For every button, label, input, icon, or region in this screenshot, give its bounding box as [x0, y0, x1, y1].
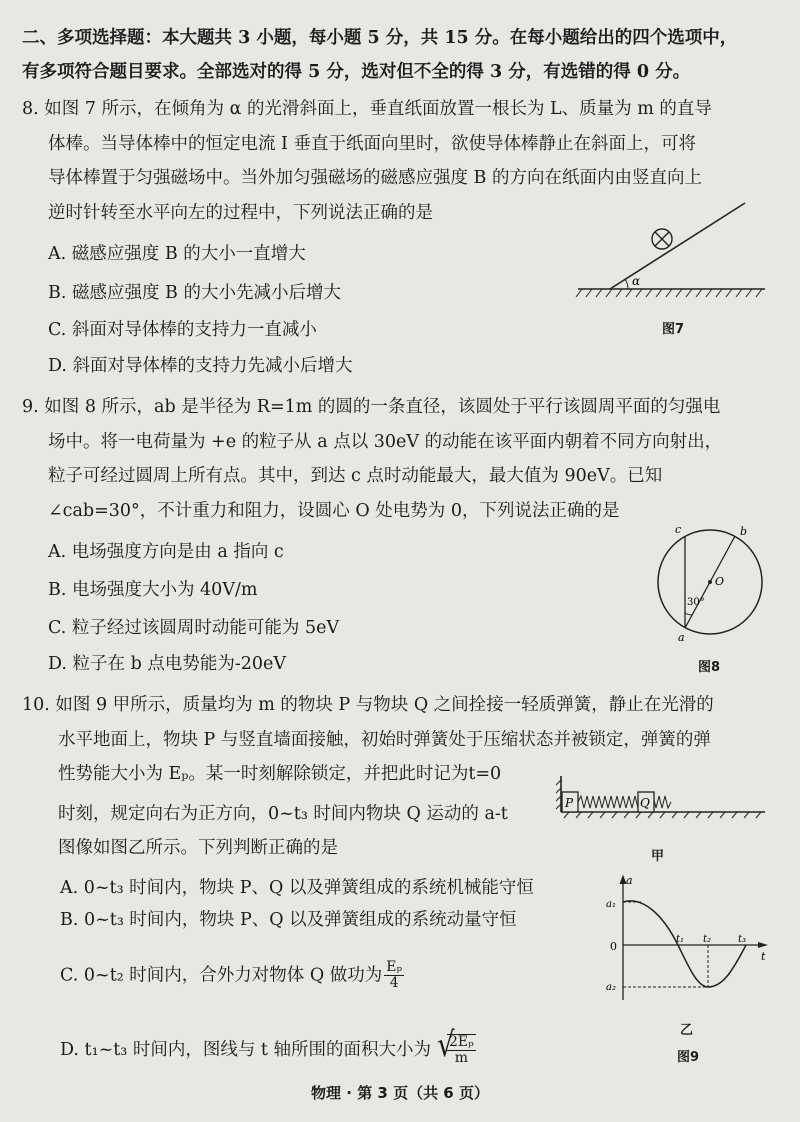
section-heading-line1: 二、多项选择题：本大题共 3 小题，每小题 5 分，共 15 分。在每小题给出的四个选项中， — [22, 28, 738, 48]
circle-field-diagram — [645, 525, 775, 645]
q10-stem-line4: 时刻，规定向右为正方向，0~t₃ 时间内物块 Q 运动的 a-t — [58, 804, 508, 824]
q9-option-b: B. 电场强度大小为 40V/m — [48, 580, 258, 600]
angle-30-label: 30° — [687, 597, 705, 608]
q10-stem-line1: 10. 如图 9 甲所示，质量均为 m 的物块 P 与物块 Q 之间拴接一轻质弹簧，静止在光滑的 — [22, 695, 714, 715]
graph-a-label: a — [626, 874, 633, 887]
q10-stem-line5: 图像如图乙所示。下列判断正确的是 — [58, 838, 338, 858]
q9-stem-line4: ∠cab=30°，不计重力和阻力，设圆心 O 处电势为 0，下列说法正确的是 — [48, 501, 620, 521]
spring-blocks-diagram — [555, 770, 770, 830]
acceleration-curve — [623, 901, 746, 987]
q9-option-d: D. 粒子在 b 点电势能为-20eV — [48, 654, 287, 674]
q8-stem-line2: 体棒。当导体棒中的恒定电流 I 垂直于纸面向里时，欲使导体棒静止在斜面上，可将 — [48, 134, 697, 154]
section-heading-line2: 有多项符合题目要求。全部选对的得 5 分，选对但不全的得 3 分，有选错的得 0 分。 — [22, 62, 691, 82]
graph-zero-label: 0 — [610, 940, 617, 953]
q8-option-d: D. 斜面对导体棒的支持力先减小后增大 — [48, 356, 353, 376]
q10-option-b: B. 0~t₃ 时间内，物块 P、Q 以及弹簧组成的系统动量守恒 — [60, 910, 517, 930]
q10-option-c-denominator: 4 — [389, 975, 399, 992]
point-o-label: O — [715, 575, 725, 588]
graph-t2-label: t₂ — [703, 934, 712, 945]
q9-option-c: C. 粒子经过该圆周时动能可能为 5eV — [48, 618, 340, 638]
point-b-label: b — [740, 525, 748, 538]
figure-9-jia-caption: 甲 — [651, 849, 665, 864]
q10-option-c-text: C. 0~t₂ 时间内，合外力对物体 Q 做功为 — [60, 965, 383, 986]
figure-8-caption: 图8 — [698, 660, 721, 675]
point-a-label: a — [678, 631, 685, 644]
q9-stem-line2: 场中。将一电荷量为 +e 的粒子从 a 点以 30eV 的动能在该平面内朝着不同方向射出， — [48, 432, 723, 452]
acceleration-time-graph — [598, 870, 778, 1005]
q9-stem-line3: 粒子可经过圆周上所有点。其中，到达 c 点时动能最大，最大值为 90eV。已知 — [48, 466, 663, 486]
figure-7-caption: 图7 — [662, 322, 685, 337]
q10-stem-line2: 水平地面上，物块 P 与竖直墙面接触，初始时弹簧处于压缩状态并被锁定，弹簧的弹 — [58, 730, 711, 750]
graph-t1-label: t₁ — [676, 934, 685, 945]
q9-option-a: A. 电场强度方向是由 a 指向 c — [48, 542, 284, 562]
graph-a1-label: a₁ — [606, 899, 616, 910]
q10-option-d-denominator: m — [454, 1050, 469, 1067]
current-into-page-icon — [652, 229, 672, 249]
center-point-o — [708, 580, 712, 584]
block-p-label: P — [565, 796, 574, 810]
q10-option-d — [60, 1025, 476, 1067]
q10-option-d-text: D. t₁~t₃ 时间内，图线与 t 轴所围的面积大小为 — [60, 1039, 432, 1060]
block-q-label: Q — [640, 796, 650, 810]
angle-alpha-label: α — [632, 274, 641, 288]
q8-option-b: B. 磁感应强度 B 的大小先减小后增大 — [48, 283, 341, 303]
q10-stem-line3: 性势能大小为 Eₚ。某一时刻解除锁定，并把此时记为t=0 — [58, 764, 502, 784]
q10-option-c-numerator: Eₚ — [386, 959, 403, 975]
q10-option-c-fraction — [384, 960, 404, 992]
page-footer: 物理 · 第 3 页（共 6 页） — [311, 1084, 489, 1102]
incline-surface — [610, 203, 745, 289]
q10-option-d-numerator: 2Eₚ — [449, 1034, 474, 1050]
q8-option-c: C. 斜面对导体棒的支持力一直减小 — [48, 320, 317, 340]
q8-stem-line1: 8. 如图 7 所示，在倾角为 α 的光滑斜面上，垂直纸面放置一根长为 L、质量为 m 的直导 — [22, 99, 712, 119]
figure-9-caption: 图9 — [677, 1050, 700, 1065]
spring — [578, 796, 671, 808]
q10-option-a: A. 0~t₃ 时间内，物块 P、Q 以及弹簧组成的系统机械能守恒 — [60, 878, 534, 898]
q8-option-a: A. 磁感应强度 B 的大小一直增大 — [48, 244, 306, 264]
graph-a2-label: a₂ — [606, 982, 616, 993]
graph-t3-label: t₃ — [738, 934, 747, 945]
figure-9-yi-caption: 乙 — [680, 1023, 694, 1038]
incline-diagram — [570, 195, 770, 305]
point-c-label: c — [675, 525, 682, 536]
q10-option-c — [60, 960, 404, 992]
graph-t-label: t — [761, 950, 766, 963]
q8-stem-line4: 逆时针转至水平向左的过程中，下列说法正确的是 — [48, 203, 433, 223]
q9-stem-line1: 9. 如图 8 所示，ab 是半径为 R=1m 的圆的一条直径，该圆处于平行该圆周平面的匀强电 — [22, 397, 721, 417]
q10-option-d-sqrt: √ $\frac{\text{2Eₚ}}{m}$ — [437, 1025, 474, 1067]
q8-stem-line3: 导体棒置于匀强磁场中。当外加匀强磁场的磁感应强度 B 的方向在纸面内由竖直向上 — [48, 168, 702, 188]
